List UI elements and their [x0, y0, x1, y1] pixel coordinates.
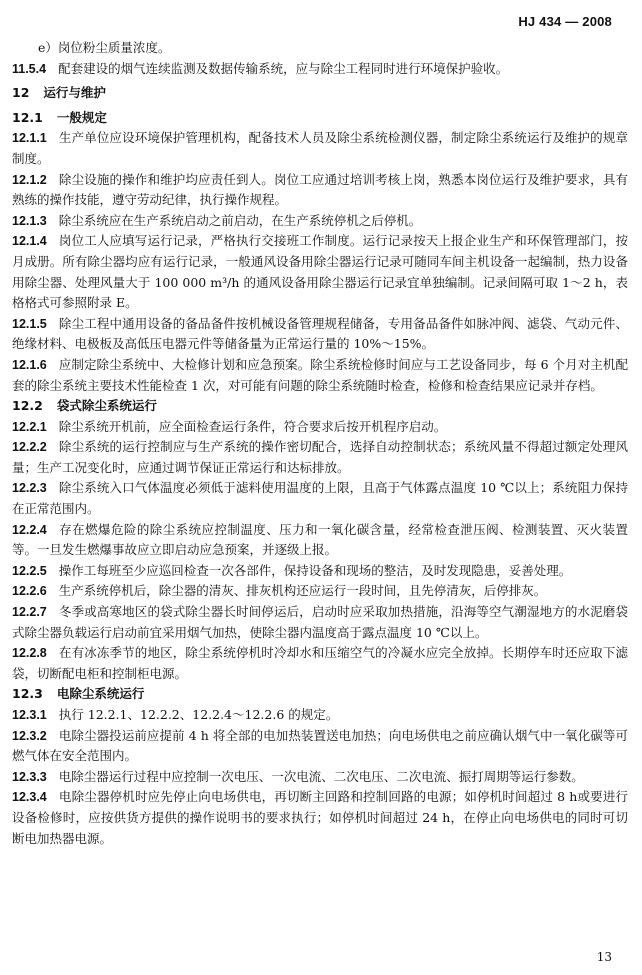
clause-paragraph — [12, 231, 628, 313]
clause-paragraph — [12, 520, 628, 561]
clause-number: 12.2.8 — [12, 646, 47, 661]
clause-paragraph — [12, 561, 628, 582]
clause-text: 生产系统停机后，除尘器的清灰、排灰机构还应运行一段时间，且先停清灰，后停排灰。 — [58, 583, 547, 599]
section-number: 12.2 — [12, 398, 43, 414]
section-heading — [12, 83, 628, 104]
clause-text: 电除尘器投运前应提前 4 h 将全部的电加热装置送电加热；向电场供电之前应确认烟气中一氧化碳等可燃气体在安全范围内。 — [12, 727, 628, 764]
clause-paragraph — [12, 314, 628, 355]
clause-text: e）岗位粉尘质量浓度。 — [38, 40, 171, 55]
clause-number: 12.2.1 — [12, 419, 47, 434]
clause-number: 12.1.2 — [12, 172, 47, 187]
section-number: 12 — [12, 85, 30, 101]
clause-text: 除尘系统开机前，应全面检查运行条件，符合要求后按开机程序启动。 — [58, 418, 447, 434]
section-title: 运行与维护 — [43, 85, 106, 101]
clause-number: 11.5.4 — [12, 61, 47, 76]
clause-paragraph — [12, 726, 628, 767]
page-body — [12, 38, 628, 849]
section-title: 电除尘系统运行 — [56, 686, 145, 702]
section-heading — [12, 684, 628, 705]
section-number: 12.1 — [12, 109, 43, 125]
clause-number: 12.1.3 — [12, 213, 47, 228]
clause-text: 操作工每班至少应巡回检查一次各部件，保持设备和现场的整洁，及时发现隐患，妥善处理。 — [58, 562, 572, 578]
clause-text: 除尘设施的操作和维护均应责任到人。岗位工应通过培训考核上岗，熟悉本岗位运行及维护要求，具有熟练的操作技能，遵守劳动纪律，执行操作规程。 — [12, 171, 628, 208]
clause-text: 电除尘器停机时应先停止向电场供电，再切断主回路和控制回路的电源；如停机时间超过 8 h或要进行设备检修时，应按供货方提供的操作说明书的要求执行；如停机时间超过 24 h，在停止向电场供电的同时可切断电加热器电源。 — [12, 789, 628, 846]
page-number: 13 — [596, 950, 612, 964]
clause-paragraph — [12, 211, 628, 232]
clause-text: 除尘系统的运行控制应与生产系统的操作密切配合，选择自动控制状态；系统风量不得超过额定处理风量；生产工况变化时，应通过调节保证正常运行和达标排放。 — [12, 439, 628, 475]
clause-number: 12.2.7 — [12, 605, 47, 620]
clause-text: 配套建设的烟气连续监测及数据传输系统，应与除尘工程同时进行环境保护验收。 — [58, 60, 509, 76]
clause-paragraph — [12, 417, 628, 438]
clause-text: 应制定除尘系统中、大检修计划和应急预案。除尘系统检修时间应与工艺设备同步，每 6 个月对主机配套的除尘系统主要技术性能检查 1 次，对可能有问题的除尘系统随时检查，检修和检查结果应记录并存档。 — [12, 356, 628, 393]
list-item — [12, 38, 628, 59]
clause-text: 电除尘器运行过程中应控制一次电压、一次电流、二次电压、二次电流、振打周期等运行参数。 — [58, 768, 584, 784]
section-number: 12.3 — [12, 686, 43, 702]
clause-text: 生产单位应设环境保护管理机构，配备技术人员及除尘系统检测仪器，制定除尘系统运行及维护的规章制度。 — [12, 130, 628, 166]
section-title: 一般规定 — [56, 109, 107, 125]
clause-number: 12.3.3 — [12, 769, 47, 784]
clause-text: 除尘工程中通用设备的备品备件按机械设备管理规程储备，专用备品备件如脉冲阀、滤袋、气动元件、绝缘材料、电极板及高低压电器元件等储备量为正常运行量的 10%～15%。 — [12, 315, 628, 352]
clause-paragraph — [12, 787, 628, 849]
clause-number: 12.1.5 — [12, 316, 47, 331]
clause-number: 12.1.4 — [12, 234, 47, 249]
clause-paragraph — [12, 705, 628, 726]
clause-text: 存在燃爆危险的除尘系统应控制温度、压力和一氧化碳含量，经常检查泄压阀、检测装置、灭火装置等。一旦发生燃爆事故应立即启动应急预案，并逐级上报。 — [12, 521, 628, 558]
section-heading — [12, 396, 628, 417]
clause-text: 除尘系统入口气体温度必须低于滤料使用温度的上限，且高于气体露点温度 10 ℃以上；系统阻力保持在正常范围内。 — [12, 480, 628, 517]
section-title: 袋式除尘系统运行 — [56, 398, 157, 414]
section-heading — [12, 108, 628, 129]
standard-code-header: HJ 434 — 2008 — [518, 14, 612, 29]
clause-text: 执行 12.2.1、12.2.2、12.2.4～12.2.6 的规定。 — [58, 707, 339, 722]
clause-text: 在有冰冻季节的地区，除尘系统停机时冷却水和压缩空气的冷凝水应完全放掉。长期停车时还应取下滤袋，切断配电柜和控制柜电源。 — [12, 645, 628, 681]
clause-number: 12.2.2 — [12, 440, 47, 455]
clause-paragraph — [12, 643, 628, 684]
clause-number: 12.3.4 — [12, 790, 47, 805]
clause-number: 12.2.5 — [12, 563, 47, 578]
clause-paragraph — [12, 437, 628, 478]
clause-text: 除尘系统应在生产系统启动之前启动，在生产系统停机之后停机。 — [58, 212, 422, 228]
clause-number: 12.1.6 — [12, 357, 47, 372]
clause-number: 12.1.1 — [12, 131, 47, 146]
clause-paragraph — [12, 581, 628, 602]
clause-paragraph — [12, 767, 628, 788]
clause-paragraph — [12, 478, 628, 519]
clause-text: 冬季或高寒地区的袋式除尘器长时间停运后，启动时应采取加热措施，沿海等空气潮湿地方的水泥磨袋式除尘器负载运行启动前宜采用烟气加热，使除尘器内温度高于露点温度 10 ℃以上。 — [12, 604, 628, 640]
clause-number: 12.2.3 — [12, 481, 47, 496]
clause-number: 12.2.4 — [12, 522, 47, 537]
clause-paragraph — [12, 59, 628, 80]
clause-number: 12.3.1 — [12, 708, 47, 722]
clause-text: 岗位工人应填写运行记录，严格执行交接班工作制度。运行记录按天上报企业生产和环保管理部门，按月成册。所有除尘器均应有运行记录，一般通风设备用除尘器运行记录可随同车间主机设备一起编制，热力设备用除尘器、处理风量大于 100 000 m³/h 的通风设备用除尘器运行记录宜单独编制。记录间隔可取 1～2 h，表格格式可参照附录 E。 — [12, 233, 628, 311]
clause-paragraph — [12, 170, 628, 211]
clause-number: 12.2.6 — [12, 584, 47, 599]
clause-paragraph — [12, 602, 628, 643]
clause-paragraph — [12, 128, 628, 169]
clause-paragraph — [12, 355, 628, 396]
clause-number: 12.3.2 — [12, 728, 47, 743]
